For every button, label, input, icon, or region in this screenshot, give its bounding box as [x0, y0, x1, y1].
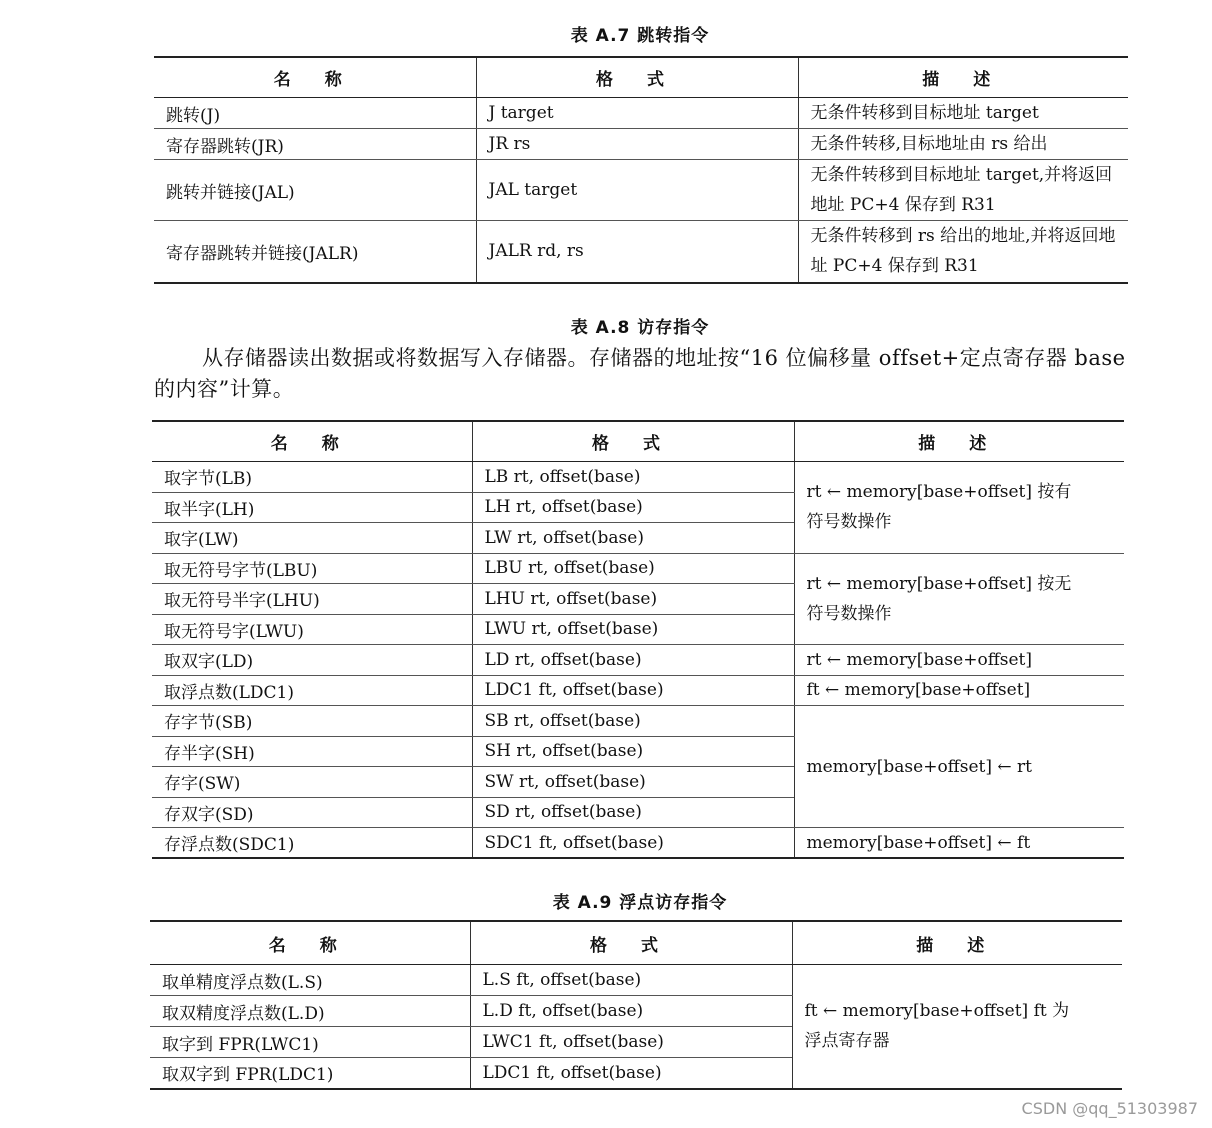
- table-a8: [152, 420, 1124, 859]
- table-a8-cell-format: LH rt, offset(base): [472, 492, 794, 523]
- table-a9-header-name: 名 称: [150, 921, 470, 965]
- table-a9-cell-format: L.S ft, offset(base): [470, 965, 792, 996]
- table-a7-cell-format: JR rs: [476, 129, 798, 160]
- table-a7: [154, 56, 1128, 284]
- table-a7-cell-format: JALR rd, rs: [476, 221, 798, 283]
- table-a9-cell-name: 取单精度浮点数(L.S): [150, 965, 470, 996]
- table-a8-cell-name: 存浮点数(SDC1): [152, 828, 472, 859]
- table-a7-header-format: 格 式: [476, 57, 798, 98]
- table-a8-cell-name: 取无符号字节(LBU): [152, 553, 472, 584]
- table-a8-cell-name: 取字节(LB): [152, 462, 472, 493]
- watermark: CSDN @qq_51303987: [1021, 1099, 1198, 1118]
- table-a8-cell-desc: rt ← memory[base+offset] 按有符号数操作: [794, 462, 1124, 554]
- table-a8-header-format: 格 式: [472, 421, 794, 462]
- table-a8-cell-format: SD rt, offset(base): [472, 797, 794, 828]
- table-a8-cell-format: LW rt, offset(base): [472, 523, 794, 554]
- table-a7-header-desc: 描 述: [798, 57, 1128, 98]
- table-a8-caption: 表 A.8 访存指令: [570, 318, 710, 338]
- table-a7-cell-format: JAL target: [476, 160, 798, 221]
- table-a7-header-name: 名 称: [154, 57, 476, 98]
- table-a8-header-name: 名 称: [152, 421, 472, 462]
- table-a8-cell-name: 取字(LW): [152, 523, 472, 554]
- table-a9-cell-desc: ft ← memory[base+offset] ft 为浮点寄存器: [792, 965, 1122, 1089]
- table-a8-cell-format: LDC1 ft, offset(base): [472, 675, 794, 706]
- table-a9: [150, 920, 1122, 1090]
- table-a7-cell-format: J target: [476, 98, 798, 129]
- table-a8-cell-format: LB rt, offset(base): [472, 462, 794, 493]
- table-a8-cell-desc: memory[base+offset] ← rt: [794, 706, 1124, 828]
- table-a7-cell-name: 跳转(J): [154, 98, 476, 129]
- table-a8-cell-format: LHU rt, offset(base): [472, 584, 794, 615]
- table-a8-header-desc: 描 述: [794, 421, 1124, 462]
- table-a8-cell-name: 取半字(LH): [152, 492, 472, 523]
- table-a8-cell-desc: rt ← memory[base+offset]: [794, 645, 1124, 676]
- table-a7-cell-desc: 无条件转移,目标地址由 rs 给出: [798, 129, 1128, 160]
- table-a8-cell-format: LWU rt, offset(base): [472, 614, 794, 645]
- table-a8-cell-name: 存双字(SD): [152, 797, 472, 828]
- table-a8-cell-format: SW rt, offset(base): [472, 767, 794, 798]
- table-a8-cell-format: SB rt, offset(base): [472, 706, 794, 737]
- table-a8-cell-name: 取无符号半字(LHU): [152, 584, 472, 615]
- table-a8-cell-desc: memory[base+offset] ← ft: [794, 828, 1124, 859]
- table-a8-cell-name: 存字节(SB): [152, 706, 472, 737]
- table-a8-cell-format: SDC1 ft, offset(base): [472, 828, 794, 859]
- table-a8-cell-name: 存半字(SH): [152, 736, 472, 767]
- table-a8-cell-format: LBU rt, offset(base): [472, 553, 794, 584]
- table-a7-cell-desc: 无条件转移到目标地址 target: [798, 98, 1128, 129]
- table-a8-cell-name: 取双字(LD): [152, 645, 472, 676]
- table-a8-cell-format: SH rt, offset(base): [472, 736, 794, 767]
- table-a9-cell-name: 取字到 FPR(LWC1): [150, 1027, 470, 1058]
- table-a7-cell-desc: 无条件转移到 rs 给出的地址,并将返回地址 PC+4 保存到 R31: [798, 221, 1128, 283]
- table-a9-cell-format: LWC1 ft, offset(base): [470, 1027, 792, 1058]
- table-a8-cell-name: 取浮点数(LDC1): [152, 675, 472, 706]
- table-a9-caption: 表 A.9 浮点访存指令: [552, 893, 728, 913]
- table-a7-caption: 表 A.7 跳转指令: [570, 26, 710, 46]
- table-a8-cell-desc: rt ← memory[base+offset] 按无符号数操作: [794, 553, 1124, 645]
- table-a9-cell-name: 取双字到 FPR(LDC1): [150, 1058, 470, 1089]
- table-a9-cell-format: L.D ft, offset(base): [470, 996, 792, 1027]
- table-a9-header-format: 格 式: [470, 921, 792, 965]
- table-a8-cell-name: 存字(SW): [152, 767, 472, 798]
- table-a8-intro: 从存储器读出数据或将数据写入存储器。存储器的地址按“16 位偏移量 offset+定点寄存器 base 的内容”计算。: [154, 346, 1126, 401]
- table-a9-cell-name: 取双精度浮点数(L.D): [150, 996, 470, 1027]
- table-a7-cell-name: 寄存器跳转并链接(JALR): [154, 221, 476, 283]
- table-a8-cell-format: LD rt, offset(base): [472, 645, 794, 676]
- table-a9-cell-format: LDC1 ft, offset(base): [470, 1058, 792, 1089]
- table-a7-cell-desc: 无条件转移到目标地址 target,并将返回地址 PC+4 保存到 R31: [798, 160, 1128, 221]
- table-a7-cell-name: 寄存器跳转(JR): [154, 129, 476, 160]
- table-a8-cell-name: 取无符号字(LWU): [152, 614, 472, 645]
- table-a7-cell-name: 跳转并链接(JAL): [154, 160, 476, 221]
- table-a8-cell-desc: ft ← memory[base+offset]: [794, 675, 1124, 706]
- table-a9-header-desc: 描 述: [792, 921, 1122, 965]
